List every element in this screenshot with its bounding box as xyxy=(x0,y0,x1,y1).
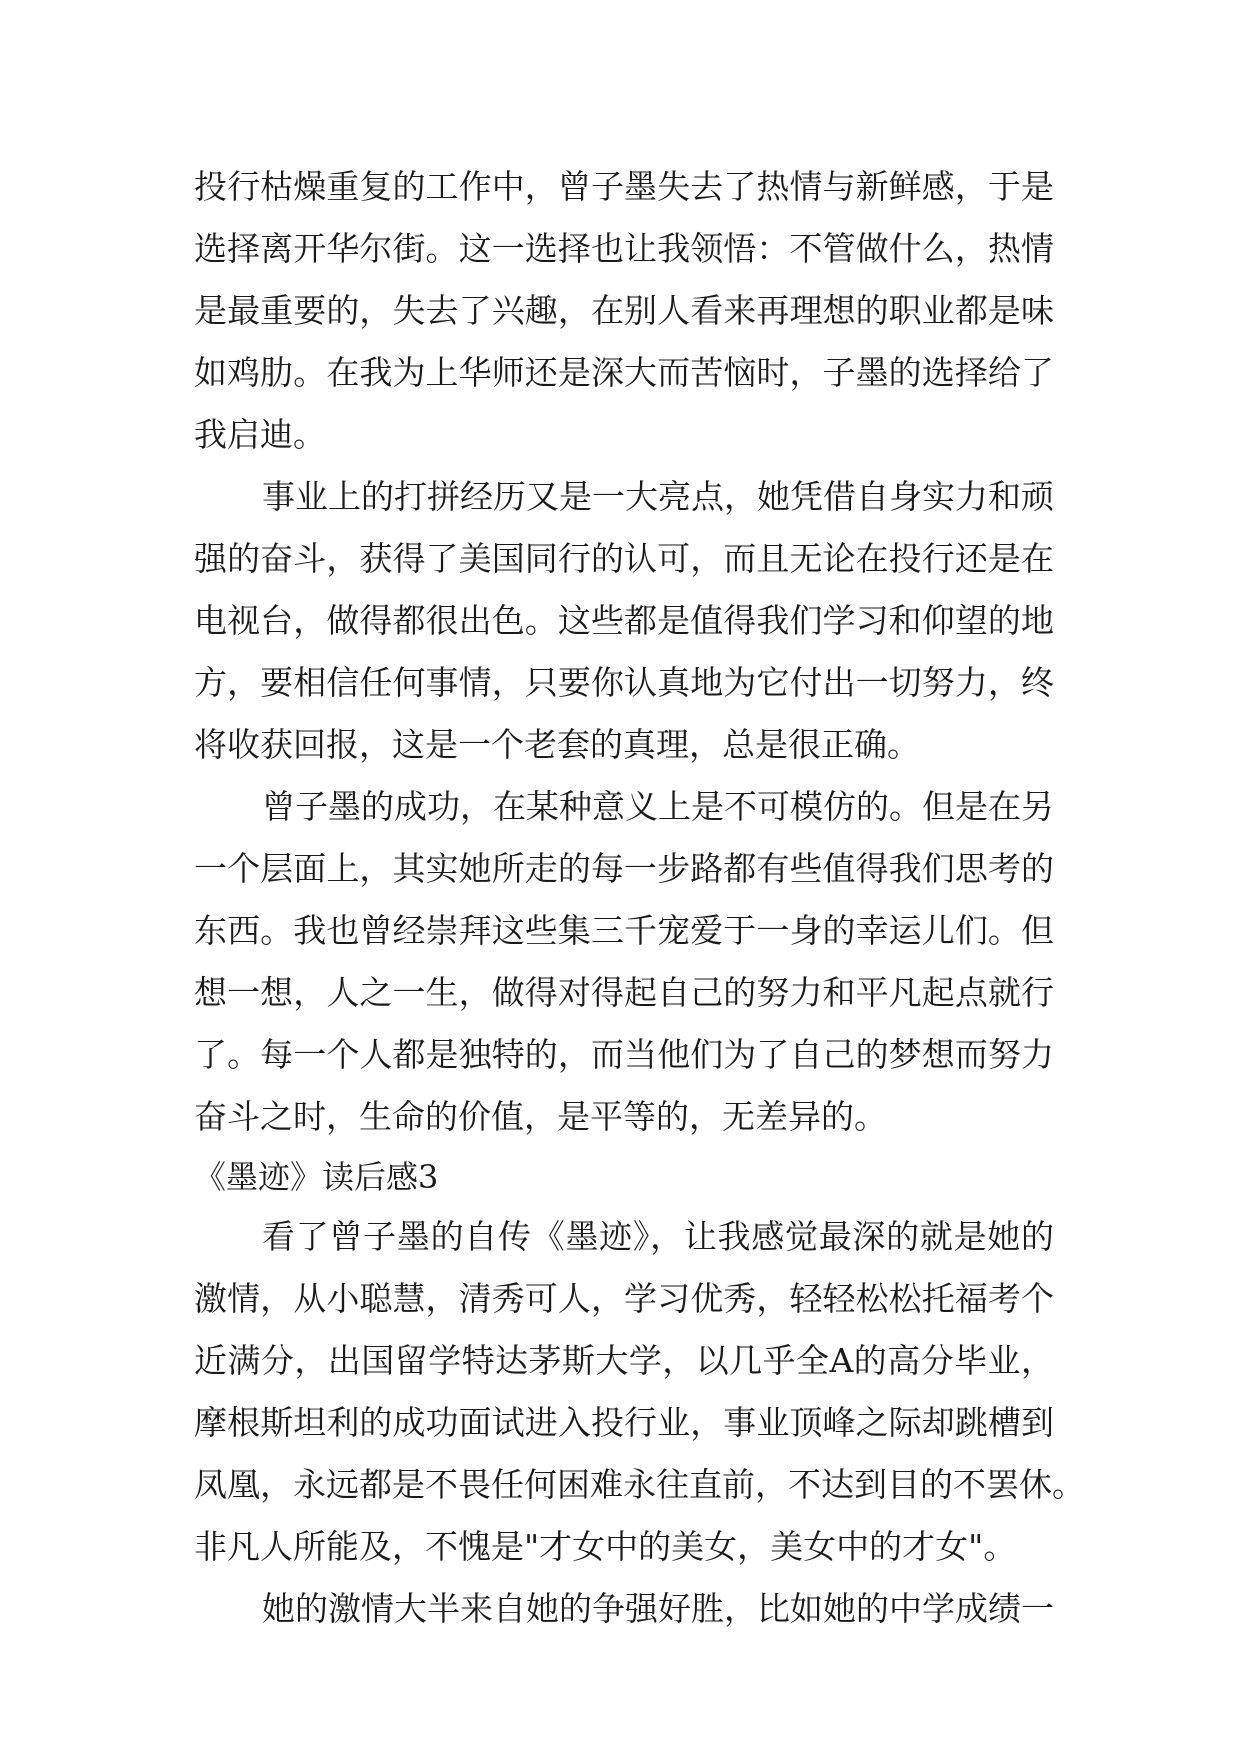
text-line: 一个层面上，其实她所走的每一步路都有些值得我们思考的 xyxy=(194,849,1054,888)
text-line: 事业上的打拼经历又是一大亮点，她凭借自身实力和顽 xyxy=(262,477,1054,516)
text-line: 凤凰，永远都是不畏任何困难永往直前，不达到目的不罢休。 xyxy=(194,1465,1085,1504)
text-line: 选择离开华尔街。这一选择也让我领悟：不管做什么，热情 xyxy=(194,229,1054,268)
section-heading: 《墨迹》读后感3 xyxy=(194,1158,439,1196)
text-line: 摩根斯坦利的成功面试进入投行业，事业顶峰之际却跳槽到 xyxy=(194,1403,1054,1442)
text-line: 近满分，出国留学特达茅斯大学，以几乎全A的高分毕业， xyxy=(194,1341,1054,1380)
text-line: 激情，从小聪慧，清秀可人，学习优秀，轻轻松松托福考个 xyxy=(194,1279,1054,1318)
text-line: 将收获回报，这是一个老套的真理，总是很正确。 xyxy=(194,725,920,764)
text-line: 东西。我也曾经崇拜这些集三千宠爱于一身的幸运儿们。但 xyxy=(194,911,1054,950)
text-line: 我启迪。 xyxy=(194,415,326,454)
text-line: 电视台，做得都很出色。这些都是值得我们学习和仰望的地 xyxy=(194,601,1054,640)
text-line: 想一想，人之一生，做得对得起自己的努力和平凡起点就行 xyxy=(194,973,1054,1012)
text-line: 曾子墨的成功，在某种意义上是不可模仿的。但是在另 xyxy=(262,787,1054,826)
text-line: 看了曾子墨的自传《墨迹》，让我感觉最深的就是她的 xyxy=(262,1217,1054,1256)
text-line: 是最重要的，失去了兴趣，在别人看来再理想的职业都是味 xyxy=(194,291,1054,330)
text-line: 如鸡肋。在我为上华师还是深大而苦恼时，子墨的选择给了 xyxy=(194,353,1054,392)
text-line: 了。每一个人都是独特的，而当他们为了自己的梦想而努力 xyxy=(194,1035,1054,1074)
text-line: 她的激情大半来自她的争强好胜，比如她的中学成绩一 xyxy=(262,1589,1054,1628)
text-line: 奋斗之时，生命的价值，是平等的，无差异的。 xyxy=(194,1097,887,1136)
text-line: 方，要相信任何事情，只要你认真地为它付出一切努力，终 xyxy=(194,663,1054,702)
text-line: 非凡人所能及，不愧是"才女中的美女，美女中的才女"。 xyxy=(194,1527,1017,1566)
text-line: 强的奋斗，获得了美国同行的认可，而且无论在投行还是在 xyxy=(194,539,1054,578)
text-line: 投行枯燥重复的工作中，曾子墨失去了热情与新鲜感，于是 xyxy=(194,167,1054,206)
